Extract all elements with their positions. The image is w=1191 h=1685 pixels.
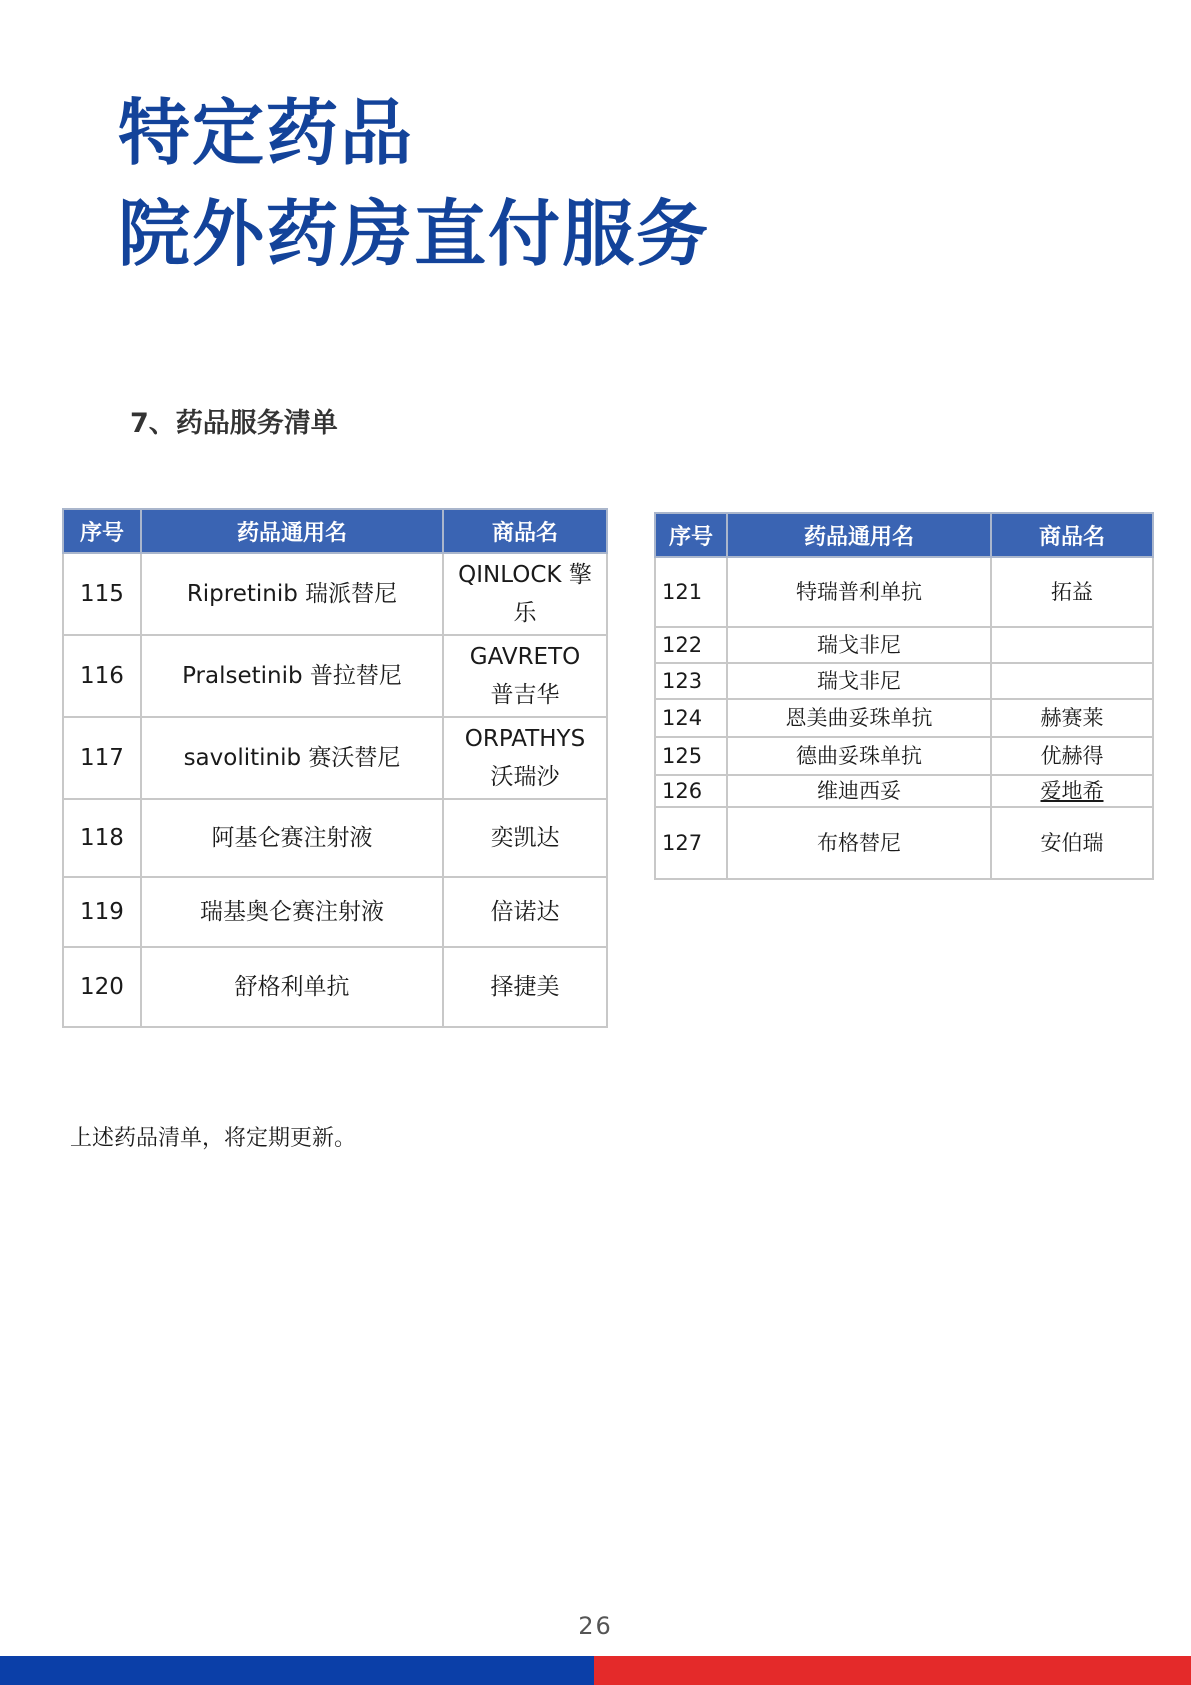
table-row bbox=[655, 627, 1153, 663]
page-title-line-2: 院外药房直付服务 bbox=[118, 192, 711, 276]
row-generic-name: 舒格利单抗 bbox=[141, 947, 443, 1027]
row-brand-name: 安伯瑞 bbox=[991, 807, 1153, 879]
drug-table-right bbox=[654, 512, 1154, 880]
table-row bbox=[63, 635, 607, 717]
table-row bbox=[63, 799, 607, 877]
header-generic-name: 药品通用名 bbox=[727, 513, 991, 557]
section-heading: 7、药品服务清单 bbox=[130, 408, 338, 439]
row-serial-number: 124 bbox=[655, 699, 727, 737]
table-header-row bbox=[63, 509, 607, 553]
brand-name-line: 沃瑞沙 bbox=[490, 764, 560, 790]
header-brand-name: 商品名 bbox=[443, 509, 607, 553]
table-row bbox=[655, 699, 1153, 737]
table-row bbox=[63, 877, 607, 947]
table-row bbox=[63, 947, 607, 1027]
row-brand-name bbox=[443, 717, 607, 799]
row-brand-name bbox=[991, 775, 1153, 807]
row-brand-name: 赫赛莱 bbox=[991, 699, 1153, 737]
row-brand-name: 优赫得 bbox=[991, 737, 1153, 775]
row-generic-name: Ripretinib 瑞派替尼 bbox=[141, 553, 443, 635]
row-generic-name: Pralsetinib 普拉替尼 bbox=[141, 635, 443, 717]
row-generic-name: 恩美曲妥珠单抗 bbox=[727, 699, 991, 737]
row-serial-number: 119 bbox=[63, 877, 141, 947]
header-generic-name: 药品通用名 bbox=[141, 509, 443, 553]
table-row bbox=[63, 553, 607, 635]
row-serial-number: 125 bbox=[655, 737, 727, 775]
row-brand-name: 择捷美 bbox=[443, 947, 607, 1027]
row-serial-number: 120 bbox=[63, 947, 141, 1027]
brand-name-line: QINLOCK 擎 bbox=[458, 562, 592, 588]
row-generic-name: 维迪西妥 bbox=[727, 775, 991, 807]
table-row bbox=[655, 663, 1153, 699]
table-row bbox=[655, 557, 1153, 627]
brand-name-underlined: 爱地希 bbox=[1040, 779, 1104, 803]
brand-name-line: ORPATHYS bbox=[464, 726, 586, 752]
header-serial-number: 序号 bbox=[655, 513, 727, 557]
update-note: 上述药品清单，将定期更新。 bbox=[70, 1126, 357, 1151]
footer-bar-red bbox=[594, 1656, 1191, 1685]
footer-bar-blue bbox=[0, 1656, 594, 1685]
row-generic-name: 瑞戈非尼 bbox=[727, 627, 991, 663]
table-row bbox=[655, 737, 1153, 775]
row-serial-number: 117 bbox=[63, 717, 141, 799]
row-serial-number: 115 bbox=[63, 553, 141, 635]
row-generic-name: 布格替尼 bbox=[727, 807, 991, 879]
page-title-line-1: 特定药品 bbox=[118, 91, 415, 175]
row-brand-name bbox=[443, 553, 607, 635]
table-header-row bbox=[655, 513, 1153, 557]
header-serial-number: 序号 bbox=[63, 509, 141, 553]
row-brand-name bbox=[443, 635, 607, 717]
brand-name-line: 普吉华 bbox=[490, 682, 560, 708]
row-generic-name: savolitinib 赛沃替尼 bbox=[141, 717, 443, 799]
row-generic-name: 阿基仑赛注射液 bbox=[141, 799, 443, 877]
brand-name-line: 乐 bbox=[513, 600, 537, 626]
row-brand-name bbox=[991, 663, 1153, 699]
row-generic-name: 德曲妥珠单抗 bbox=[727, 737, 991, 775]
table-row bbox=[655, 775, 1153, 807]
row-brand-name bbox=[991, 627, 1153, 663]
row-generic-name: 特瑞普利单抗 bbox=[727, 557, 991, 627]
row-brand-name: 倍诺达 bbox=[443, 877, 607, 947]
row-serial-number: 116 bbox=[63, 635, 141, 717]
row-serial-number: 123 bbox=[655, 663, 727, 699]
row-generic-name: 瑞戈非尼 bbox=[727, 663, 991, 699]
row-brand-name: 拓益 bbox=[991, 557, 1153, 627]
row-generic-name: 瑞基奥仑赛注射液 bbox=[141, 877, 443, 947]
row-serial-number: 122 bbox=[655, 627, 727, 663]
row-serial-number: 121 bbox=[655, 557, 727, 627]
table-row bbox=[655, 807, 1153, 879]
table-row bbox=[63, 717, 607, 799]
page-number: 26 bbox=[578, 1612, 613, 1640]
header-brand-name: 商品名 bbox=[991, 513, 1153, 557]
row-serial-number: 118 bbox=[63, 799, 141, 877]
drug-table-left bbox=[62, 508, 608, 1028]
row-brand-name: 奕凯达 bbox=[443, 799, 607, 877]
brand-name-line: GAVRETO bbox=[469, 644, 581, 670]
row-serial-number: 126 bbox=[655, 775, 727, 807]
row-serial-number: 127 bbox=[655, 807, 727, 879]
